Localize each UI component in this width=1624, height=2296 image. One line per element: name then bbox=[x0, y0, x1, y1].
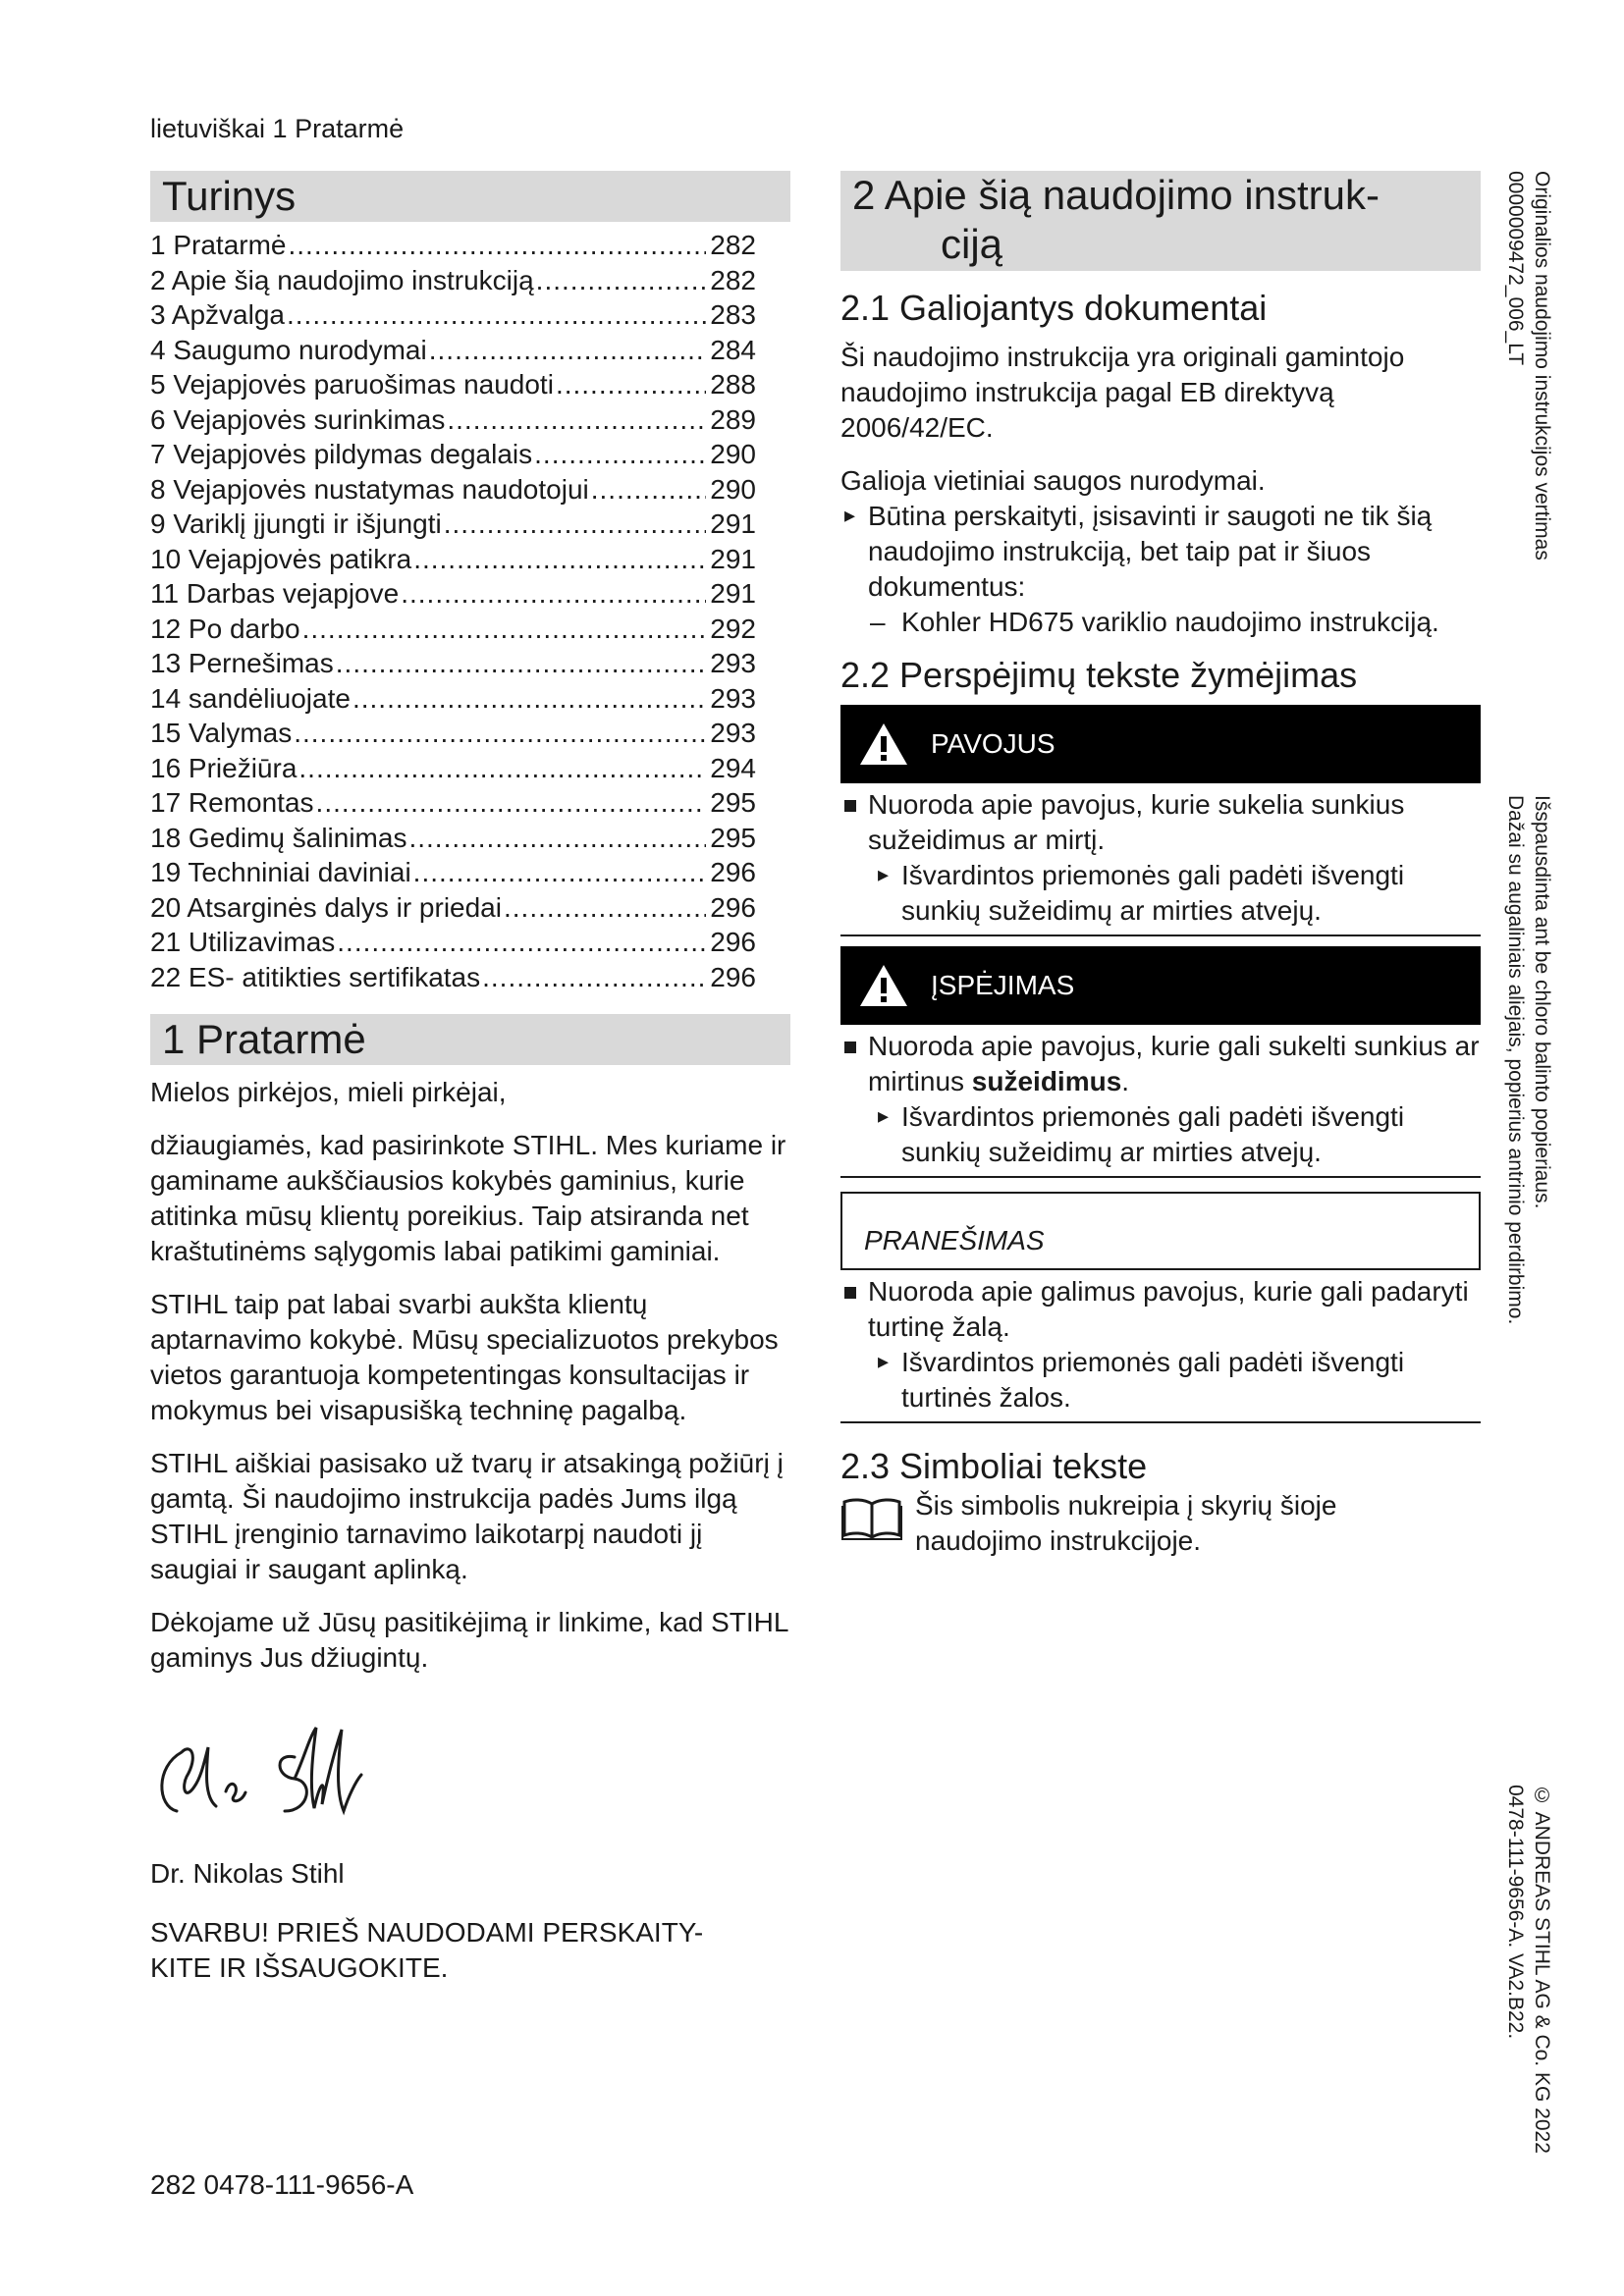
running-header: lietuviškai 1 Pratarmė bbox=[150, 114, 405, 143]
right-column bbox=[840, 171, 1481, 1559]
toc-leader-dots bbox=[536, 263, 707, 298]
toc-leader-dots bbox=[302, 612, 707, 647]
danger-item: Nuoroda apie pavojus, kurie sukelia sunkius sužeidimus ar mirtį. bbox=[840, 787, 1481, 858]
toc-entry[interactable] bbox=[150, 646, 756, 681]
section-2-2-title: 2.2 Perspėjimų tekste žymėjimas bbox=[840, 655, 1358, 695]
section-2-1-paragraph-2: Galioja vietiniai saugos nurodymai. bbox=[840, 465, 1266, 496]
warning-item bbox=[840, 1029, 1481, 1099]
toc-entry-title: 16 Priežiūra bbox=[150, 752, 298, 783]
toc-entry-page: 282 bbox=[710, 230, 756, 260]
toc-leader-dots bbox=[352, 681, 706, 717]
toc-entry-page: 291 bbox=[710, 578, 756, 609]
toc-leader-dots bbox=[482, 960, 706, 995]
toc-entry-title: 5 Vejapjovės paruošimas naudoti bbox=[150, 369, 554, 400]
margin-paper-note bbox=[1502, 795, 1555, 1355]
toc-entry-page: 296 bbox=[710, 891, 756, 923]
toc-entry-title: 3 Apžvalga bbox=[150, 299, 285, 330]
toc-entry[interactable] bbox=[150, 751, 756, 786]
section-2-title-line-2: ciją bbox=[941, 221, 1003, 267]
toc-entry[interactable] bbox=[150, 785, 756, 821]
toc-entry[interactable] bbox=[150, 716, 756, 751]
toc-entry-title: 22 ES- atitikties sertifikatas bbox=[150, 961, 481, 992]
margin-mid-line-2: Dažai su augaliniais aliejais, popierius antrinio perdirbimo. bbox=[1504, 795, 1527, 1325]
toc-entry[interactable] bbox=[150, 333, 756, 368]
symbol-row bbox=[840, 1488, 1481, 1559]
toc-entry-page: 296 bbox=[710, 857, 756, 887]
preface-paragraph-1: džiaugiamės, kad pasirinkote STIHL. Mes kuriame ir gaminame aukščiausios kokybės gaminius, kurie atitinka mūsų klientų poreikius. Taip atsiranda net kraštutinėms sąlygomis labai patikimi gaminiai. bbox=[150, 1130, 786, 1266]
section-2-1-bullet: ▸ Būtina perskaityti, įsisavinti ir saugoti ne tik šią naudojimo instrukciją, bet taip pat ir šiuos dokumentus: bbox=[840, 499, 1481, 605]
toc-entry-title: 18 Gedimų šalinimas bbox=[150, 822, 407, 853]
toc-entry-title: 17 Remontas bbox=[150, 787, 314, 818]
notice-measure: ▸ Išvardintos priemonės gali padėti išvengti turtinės žalos. bbox=[840, 1345, 1481, 1415]
toc-entry-page: 295 bbox=[710, 787, 756, 818]
preface-paragraph-2: STIHL taip pat labai svarbi aukšta klientų aptarnavimo kokybė. Mūsų specializuotos prekybos vietos garantuoja kompetentingas konsultacijas ir mokymus bei visapusišką techninę pagalbą. bbox=[150, 1289, 779, 1425]
danger-label: PAVOJUS bbox=[931, 728, 1056, 759]
signature-image bbox=[147, 1718, 373, 1836]
toc-entry[interactable] bbox=[150, 821, 756, 856]
toc-entry-page: 292 bbox=[710, 613, 756, 644]
danger-header bbox=[840, 705, 1481, 783]
toc-entry[interactable] bbox=[150, 612, 756, 647]
toc-entry-title: 14 sandėliuojate bbox=[150, 682, 351, 714]
notice-label: PRANEŠIMAS bbox=[864, 1225, 1045, 1255]
warning-item-bold: sužeidimus bbox=[971, 1066, 1122, 1096]
toc-leader-dots bbox=[429, 333, 707, 368]
toc-entry[interactable] bbox=[150, 960, 756, 995]
notice-item: Nuoroda apie galimus pavojus, kurie gali padaryti turtinę žalą. bbox=[840, 1274, 1481, 1345]
preface-paragraph-3: STIHL aiškiai pasisako už tvarų ir atsakingą požiūrį į gamtą. Ši naudojimo instrukcija padės Jums ilgą STIHL įrenginio tarnavimo laikotarpį naudoti jį saugiai ir saugant aplinką. bbox=[150, 1448, 784, 1584]
toc-leader-dots bbox=[413, 855, 707, 890]
warning-label: ĮSPĖJIMAS bbox=[931, 970, 1075, 1000]
toc-entry-title: 2 Apie šią naudojimo instrukciją bbox=[150, 264, 534, 295]
important-notice bbox=[150, 1915, 703, 1986]
toc-entry-page: 282 bbox=[710, 264, 756, 295]
notice-block bbox=[840, 1274, 1481, 1423]
danger-block bbox=[840, 787, 1481, 936]
toc-leader-dots bbox=[337, 925, 706, 960]
toc-entry-title: 12 Po darbo bbox=[150, 613, 300, 644]
section-2-title bbox=[840, 171, 1481, 271]
warning-block bbox=[840, 1029, 1481, 1178]
toc-entry[interactable] bbox=[150, 228, 756, 263]
toc-entry[interactable] bbox=[150, 507, 756, 542]
toc-entry-title: 11 Darbas vejapjove bbox=[150, 578, 400, 609]
toc-entry[interactable] bbox=[150, 402, 756, 438]
section-2-1-dash-item: – Kohler HD675 variklio naudojimo instrukciją. bbox=[840, 605, 1481, 640]
warning-triangle-icon bbox=[858, 721, 909, 767]
danger-measure: ▸ Išvardintos priemonės gali padėti išvengti sunkių sužeidimų ar mirties atvejų. bbox=[840, 858, 1481, 929]
warning-item-text: Nuoroda apie pavojus, kurie gali sukelti sunkius ar mirtinus bbox=[868, 1031, 1480, 1096]
toc-leader-dots bbox=[444, 507, 707, 542]
signer-name: Dr. Nikolas Stihl bbox=[150, 1858, 345, 1889]
toc-entry[interactable] bbox=[150, 925, 756, 960]
toc-leader-dots bbox=[401, 576, 706, 612]
toc-entry-title: 13 Pernešimas bbox=[150, 648, 334, 678]
toc-leader-dots bbox=[298, 751, 706, 786]
preface-paragraph-4: Dėkojame už Jūsų pasitikėjimą ir linkime, kad STIHL gaminys Jus džiugintų. bbox=[150, 1607, 788, 1673]
toc-entry-page: 291 bbox=[710, 508, 756, 539]
toc-leader-dots bbox=[289, 228, 707, 263]
toc-leader-dots bbox=[556, 367, 706, 402]
toc-title: Turinys bbox=[150, 171, 790, 222]
section-2-3-title: 2.3 Simboliai tekste bbox=[840, 1446, 1148, 1486]
margin-bottom-line-2: 0478-111-9656-A. VA2.B22. bbox=[1504, 1785, 1527, 2040]
toc-entry[interactable] bbox=[150, 297, 756, 333]
notice-header bbox=[840, 1192, 1481, 1270]
toc-entry-title: 1 Pratarmė bbox=[150, 230, 287, 260]
toc-entry[interactable] bbox=[150, 542, 756, 577]
toc-entry[interactable] bbox=[150, 681, 756, 717]
toc-entry[interactable] bbox=[150, 472, 756, 507]
toc-entry-title: 20 Atsarginės dalys ir priedai bbox=[150, 891, 502, 923]
toc-entry[interactable] bbox=[150, 437, 756, 472]
section-2-3-text: Šis simbolis nukreipia į skyrių šioje naudojimo instrukcijoje. bbox=[915, 1490, 1337, 1556]
page-footer: 282 0478-111-9656-A bbox=[150, 2169, 414, 2200]
toc-leader-dots bbox=[504, 890, 706, 926]
toc-entry-title: 6 Vejapjovės surinkimas bbox=[150, 403, 446, 435]
important-line-2: KITE IR IŠSAUGOKITE. bbox=[150, 1952, 449, 1983]
toc-leader-dots bbox=[534, 437, 706, 472]
margin-translation-note bbox=[1502, 171, 1555, 583]
toc-leader-dots bbox=[413, 542, 706, 577]
toc-entry-title: 15 Valymas bbox=[150, 718, 293, 748]
toc-entry[interactable] bbox=[150, 367, 756, 402]
margin-top-line-1: Originalios naudojimo instrukcijos vertimas bbox=[1531, 171, 1553, 561]
section-2-1-paragraph-1: Ši naudojimo instrukcija yra originali gamintojo naudojimo instrukcija pagal EB direktyvą 2006/42/EC. bbox=[840, 342, 1405, 443]
warning-header bbox=[840, 946, 1481, 1025]
toc-entry-page: 296 bbox=[710, 927, 756, 957]
toc-entry-title: 10 Vejapjovės patikra bbox=[150, 543, 412, 574]
important-line-1: SVARBU! PRIEŠ NAUDODAMI PERSKAITY- bbox=[150, 1917, 704, 1948]
preface-title: 1 Pratarmė bbox=[150, 1014, 790, 1065]
left-column bbox=[150, 171, 790, 1676]
warning-measure: ▸ Išvardintos priemonės gali padėti išvengti sunkių sužeidimų ar mirties atvejų. bbox=[840, 1099, 1481, 1170]
toc-entry-title: 4 Saugumo nurodymai bbox=[150, 334, 427, 365]
toc-leader-dots bbox=[336, 646, 707, 681]
toc-leader-dots bbox=[316, 785, 707, 821]
toc-entry-page: 296 bbox=[710, 961, 756, 992]
section-2-1-title: 2.1 Galiojantys dokumentai bbox=[840, 288, 1268, 328]
toc-entry-page: 289 bbox=[710, 403, 756, 435]
table-of-contents bbox=[150, 228, 790, 994]
warning-item-end: . bbox=[1121, 1066, 1130, 1096]
toc-leader-dots bbox=[287, 297, 706, 333]
book-icon bbox=[840, 1496, 903, 1541]
toc-entry[interactable] bbox=[150, 855, 756, 890]
toc-entry-title: 7 Vejapjovės pildymas degalais bbox=[150, 439, 533, 469]
section-2-title-line-1: 2 Apie šią naudojimo instruk- bbox=[852, 172, 1380, 218]
warning-triangle-icon bbox=[858, 963, 909, 1008]
toc-entry-title: 8 Vejapjovės nustatymas naudotojui bbox=[150, 473, 589, 505]
toc-entry-page: 284 bbox=[710, 334, 756, 365]
toc-entry-page: 293 bbox=[710, 648, 756, 678]
toc-entry-page: 290 bbox=[710, 473, 756, 505]
toc-leader-dots bbox=[408, 821, 706, 856]
toc-entry-page: 293 bbox=[710, 682, 756, 714]
toc-entry-page: 291 bbox=[710, 543, 756, 574]
margin-top-line-2: 0000009472_006_LT bbox=[1504, 171, 1527, 366]
toc-entry-title: 21 Utilizavimas bbox=[150, 927, 336, 957]
margin-copyright bbox=[1502, 1785, 1555, 2177]
margin-mid-line-1: Išspausdinta ant be chloro balinto popieriaus. bbox=[1531, 795, 1553, 1209]
toc-entry-title: 9 Variklį įjungti ir išjungti bbox=[150, 508, 442, 539]
toc-leader-dots bbox=[591, 472, 707, 507]
toc-entry-page: 290 bbox=[710, 439, 756, 469]
toc-entry-page: 288 bbox=[710, 369, 756, 400]
preface-greeting: Mielos pirkėjos, mieli pirkėjai, bbox=[150, 1077, 507, 1107]
toc-entry-page: 283 bbox=[710, 299, 756, 330]
toc-entry-title: 19 Techniniai daviniai bbox=[150, 857, 411, 887]
margin-bottom-line-1: © ANDREAS STIHL AG & Co. KG 2022 bbox=[1531, 1785, 1553, 2154]
toc-entry-page: 294 bbox=[710, 752, 756, 783]
toc-entry[interactable] bbox=[150, 263, 756, 298]
toc-leader-dots bbox=[294, 716, 706, 751]
toc-entry-page: 295 bbox=[710, 822, 756, 853]
toc-entry[interactable] bbox=[150, 576, 756, 612]
toc-entry-page: 293 bbox=[710, 718, 756, 748]
toc-entry[interactable] bbox=[150, 890, 756, 926]
toc-leader-dots bbox=[447, 402, 706, 438]
